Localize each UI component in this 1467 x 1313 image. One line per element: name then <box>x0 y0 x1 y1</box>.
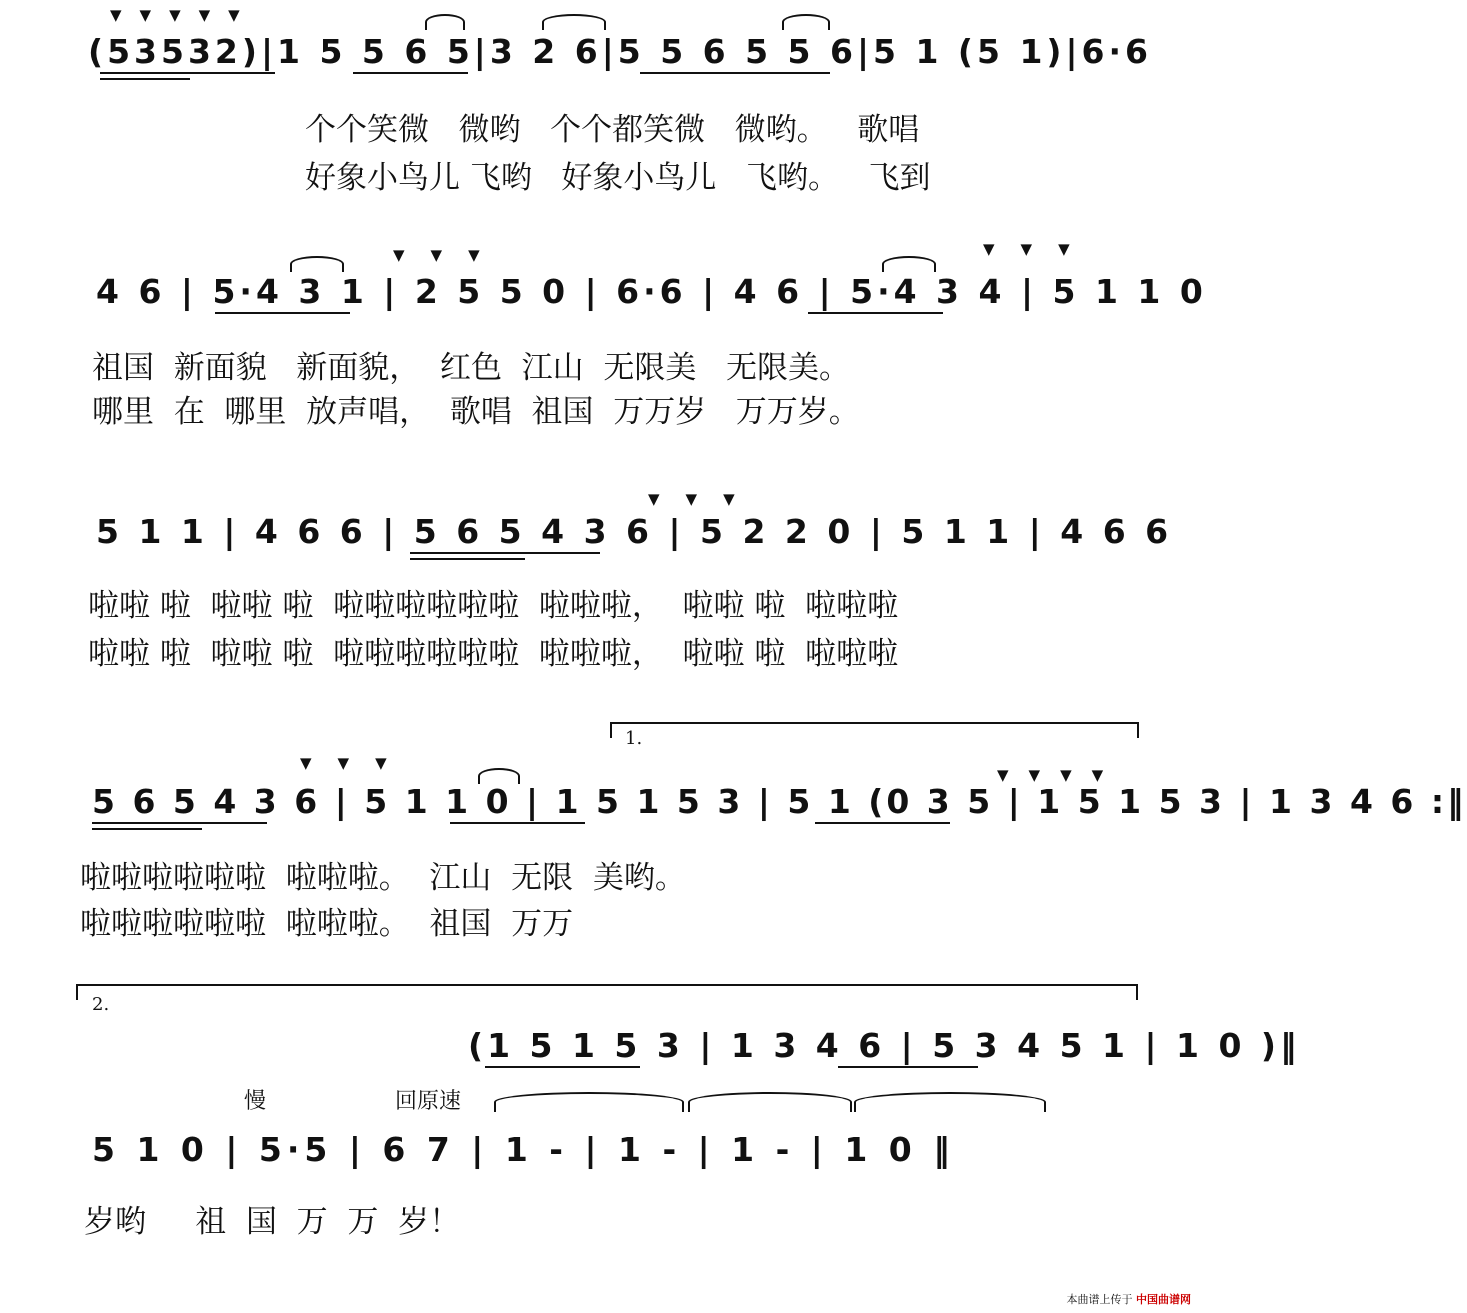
notation-line: 4 6 | 5·4 3 1 | 2 5 5 0 | 6·6 | 4 6 | 5·4 3 4 | 5 1 1 0 <box>96 272 1207 311</box>
underline <box>838 1066 978 1068</box>
underline <box>815 822 950 824</box>
footer-credit <box>1067 1291 1192 1307</box>
notation-line: 5 1 1 | 4 6 6 | 5 6 5 4 3 6 | 5 2 2 0 | 5 1 1 | 4 6 6 <box>96 512 1173 551</box>
slur <box>782 14 830 30</box>
lyrics-verse-1: 祖国 新面貌 新面貌， 红色 江山 无限美 无限美。 <box>92 350 850 386</box>
tie <box>494 1092 684 1112</box>
footer-text: 本曲谱上传于 <box>1066 1293 1133 1306</box>
slur <box>882 256 936 272</box>
first-ending-bracket <box>610 722 1139 738</box>
lyrics-verse-2: 啦啦 啦 啦啦 啦 啦啦啦啦啦啦 啦啦啦， 啦啦 啦 啦啦啦 <box>88 636 899 672</box>
notation-line: (53532)|1 5 5 6 5|3 2 6|5 5 6 5 5 6|5 1 (5 1)|6·6 <box>88 32 1153 71</box>
slur <box>425 14 465 30</box>
score-system-1 <box>0 0 1199 210</box>
lyrics-verse-2: 好象小鸟儿 飞哟 好象小鸟儿 飞哟。 飞到 <box>305 160 931 196</box>
score-system-3 <box>0 480 1199 690</box>
underline <box>450 822 585 824</box>
accent-mark: ▼▼▼▼ <box>997 766 1124 784</box>
slur <box>290 256 344 272</box>
underline <box>353 72 468 74</box>
underline <box>410 552 600 554</box>
notation-line: 5 1 0 | 5·5 | 6 7 | 1 - | 1 - | 1 - | 1 0 ‖ <box>92 1130 955 1169</box>
slur <box>478 768 520 784</box>
tie <box>688 1092 852 1112</box>
accent-mark: ▼▼▼ <box>983 240 1096 258</box>
lyrics-verse-2: 哪里 在 哪里 放声唱， 歌唱 祖国 万万岁 万万岁。 <box>92 394 860 430</box>
tempo-return-marking: 回原速 <box>395 1089 462 1114</box>
first-ending-label: 1. <box>625 728 643 749</box>
lyrics-verse-1: 啦啦啦啦啦啦 啦啦啦。 江山 无限 美哟。 <box>80 860 686 896</box>
accent-mark: ▼▼▼ <box>393 246 506 264</box>
underline <box>100 72 275 74</box>
lyrics-verse-2: 啦啦啦啦啦啦 啦啦啦。 祖国 万万 <box>80 906 574 942</box>
underline <box>92 822 267 824</box>
lyrics-verse-1: 个个笑微 微哟 个个都笑微 微哟。 歌唱 <box>305 112 920 148</box>
underline <box>92 828 202 830</box>
accent-mark: ▼▼▼▼▼ <box>110 6 258 24</box>
accent-mark: ▼▼▼ <box>300 754 413 772</box>
notation-line: 5 6 5 4 3 6 | 5 1 1 0 | 1 5 1 5 3 | 5 1 (0 3 5 | 1 5 1 5 3 | 1 3 4 6 :‖ <box>92 782 1467 821</box>
underline <box>215 312 350 314</box>
underline <box>808 312 943 314</box>
lyrics: 岁哟 祖 国 万 万 岁！ <box>84 1204 461 1240</box>
tie <box>854 1092 1046 1112</box>
score-system-2 <box>0 240 1207 440</box>
notation-upper-line: (1 5 1 5 3 | 1 3 4 6 | 5 3 4 5 1 | 1 0 )‖ <box>468 1026 1301 1065</box>
slur <box>542 14 606 30</box>
underline <box>100 78 190 80</box>
underline <box>410 558 525 560</box>
second-ending-bracket <box>76 984 1138 1000</box>
lyrics-verse-1: 啦啦 啦 啦啦 啦 啦啦啦啦啦啦 啦啦啦， 啦啦 啦 啦啦啦 <box>88 588 899 624</box>
second-ending-label: 2. <box>92 994 110 1015</box>
score-system-4 <box>0 720 1467 950</box>
underline <box>640 72 830 74</box>
site-logo[interactable]: 中国曲谱网 <box>1136 1293 1191 1306</box>
score-system-5 <box>0 980 1301 1250</box>
underline <box>485 1066 640 1068</box>
tempo-slow-marking: 慢 <box>244 1089 267 1114</box>
accent-mark: ▼▼▼ <box>648 490 761 508</box>
